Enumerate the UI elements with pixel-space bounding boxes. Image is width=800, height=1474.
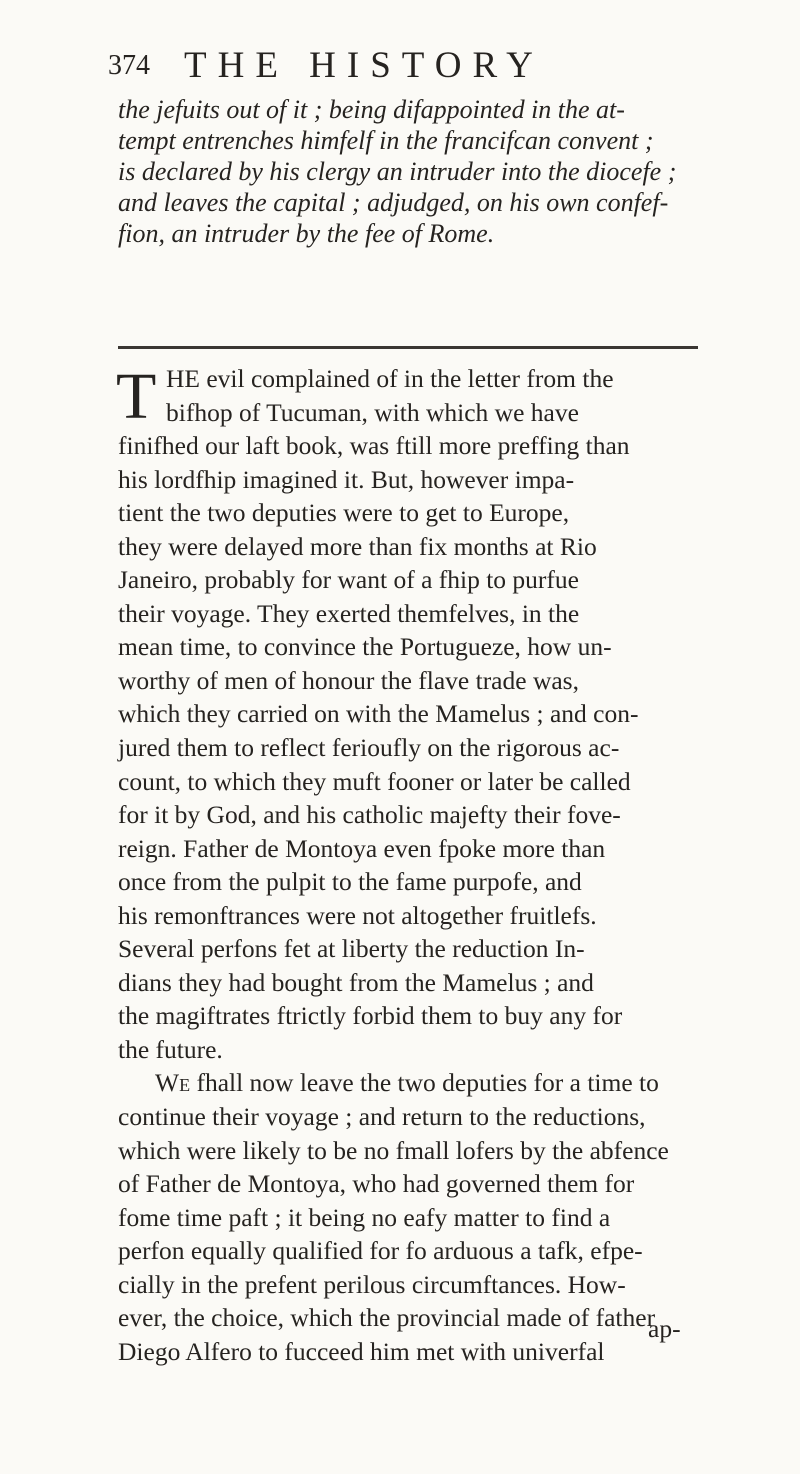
body-line: cially in the prefent perilous circumftances. How- xyxy=(118,1269,626,1299)
body-line: of Father de Montoya, who had governed them for xyxy=(118,1169,635,1199)
catchword: ap- xyxy=(648,1314,681,1343)
page-header xyxy=(108,40,708,100)
body-line: Janeiro, probably for want of a fhip to purfue xyxy=(118,565,579,595)
body-line: finifhed our laft book, was ftill more preffing than xyxy=(118,431,630,461)
body-line: which were likely to be no fmall lofers by the abfence xyxy=(118,1135,669,1165)
body-line: worthy of men of honour the flave trade was, xyxy=(118,665,579,695)
summary-line: fion, an intruder by the fee of Rome. xyxy=(118,219,495,248)
summary-line: and leaves the capital ; adjudged, on his own confef- xyxy=(118,188,669,217)
paragraph-start-line xyxy=(118,1066,718,1100)
body-text xyxy=(118,362,718,1368)
body-line: Several perfons fet at liberty the reduction In- xyxy=(118,934,585,964)
body-line: for it by God, and his catholic majefty their fove- xyxy=(118,800,621,830)
body-line: the magiftrates ftrictly forbid them to buy any for xyxy=(118,1001,623,1031)
first-line-text: HE evil complained of in the letter from the xyxy=(166,364,614,393)
body-line: once from the pulpit to the fame purpofe, and xyxy=(118,867,582,897)
body-line: ever, the choice, which the provincial made of father xyxy=(118,1303,656,1333)
summary-line: tempt entrenches himfelf in the francifcan convent ; xyxy=(118,126,654,155)
paragraph-start-text: fhall now leave the two deputies for a time to xyxy=(190,1068,659,1098)
body-line: tient the two deputies were to get to Europe, xyxy=(118,498,570,528)
body-line: count, to which they muft fooner or later be called xyxy=(118,766,631,796)
small-caps-word: We xyxy=(155,1068,191,1098)
body-line: their voyage. They exerted themfelves, in the xyxy=(118,598,580,628)
body-line: the future. xyxy=(118,1034,223,1064)
drop-cap: T xyxy=(116,360,157,433)
summary-line: is declared by his clergy an intruder into the diocefe ; xyxy=(118,157,677,186)
chapter-summary xyxy=(118,94,718,249)
body-line: jured them to reflect ferioufly on the rigorous ac- xyxy=(118,733,620,763)
running-head: THE HISTORY xyxy=(184,45,544,86)
body-line: which they carried on with the Mamelus ; and con- xyxy=(118,699,639,729)
body-line: perfon equally qualified for fo arduous a tafk, efpe- xyxy=(118,1236,643,1266)
body-line: dians they had bought from the Mamelus ; and xyxy=(118,967,594,997)
body-line: Diego Alfero to fucceed him met with univerfal xyxy=(118,1336,605,1366)
body-line: they were delayed more than fix months at Rio xyxy=(118,531,597,561)
summary-line: the jefuits out of it ; being difappointed in the at- xyxy=(118,95,625,124)
page-number: 374 xyxy=(108,50,150,81)
body-line: mean time, to convince the Portugueze, how un- xyxy=(118,632,612,662)
body-line: his remonftrances were not altogether fruitlefs. xyxy=(118,900,597,930)
body-line: his lordfhip imagined it. But, however impa- xyxy=(118,464,575,494)
body-line: reign. Father de Montoya even fpoke more than xyxy=(118,833,606,863)
body-line: bifhop of Tucuman, with which we have xyxy=(166,397,579,427)
section-divider xyxy=(118,346,698,349)
body-line: continue their voyage ; and return to the reductions, xyxy=(118,1102,646,1132)
body-line: fome time paft ; it being no eafy matter to find a xyxy=(118,1202,611,1232)
